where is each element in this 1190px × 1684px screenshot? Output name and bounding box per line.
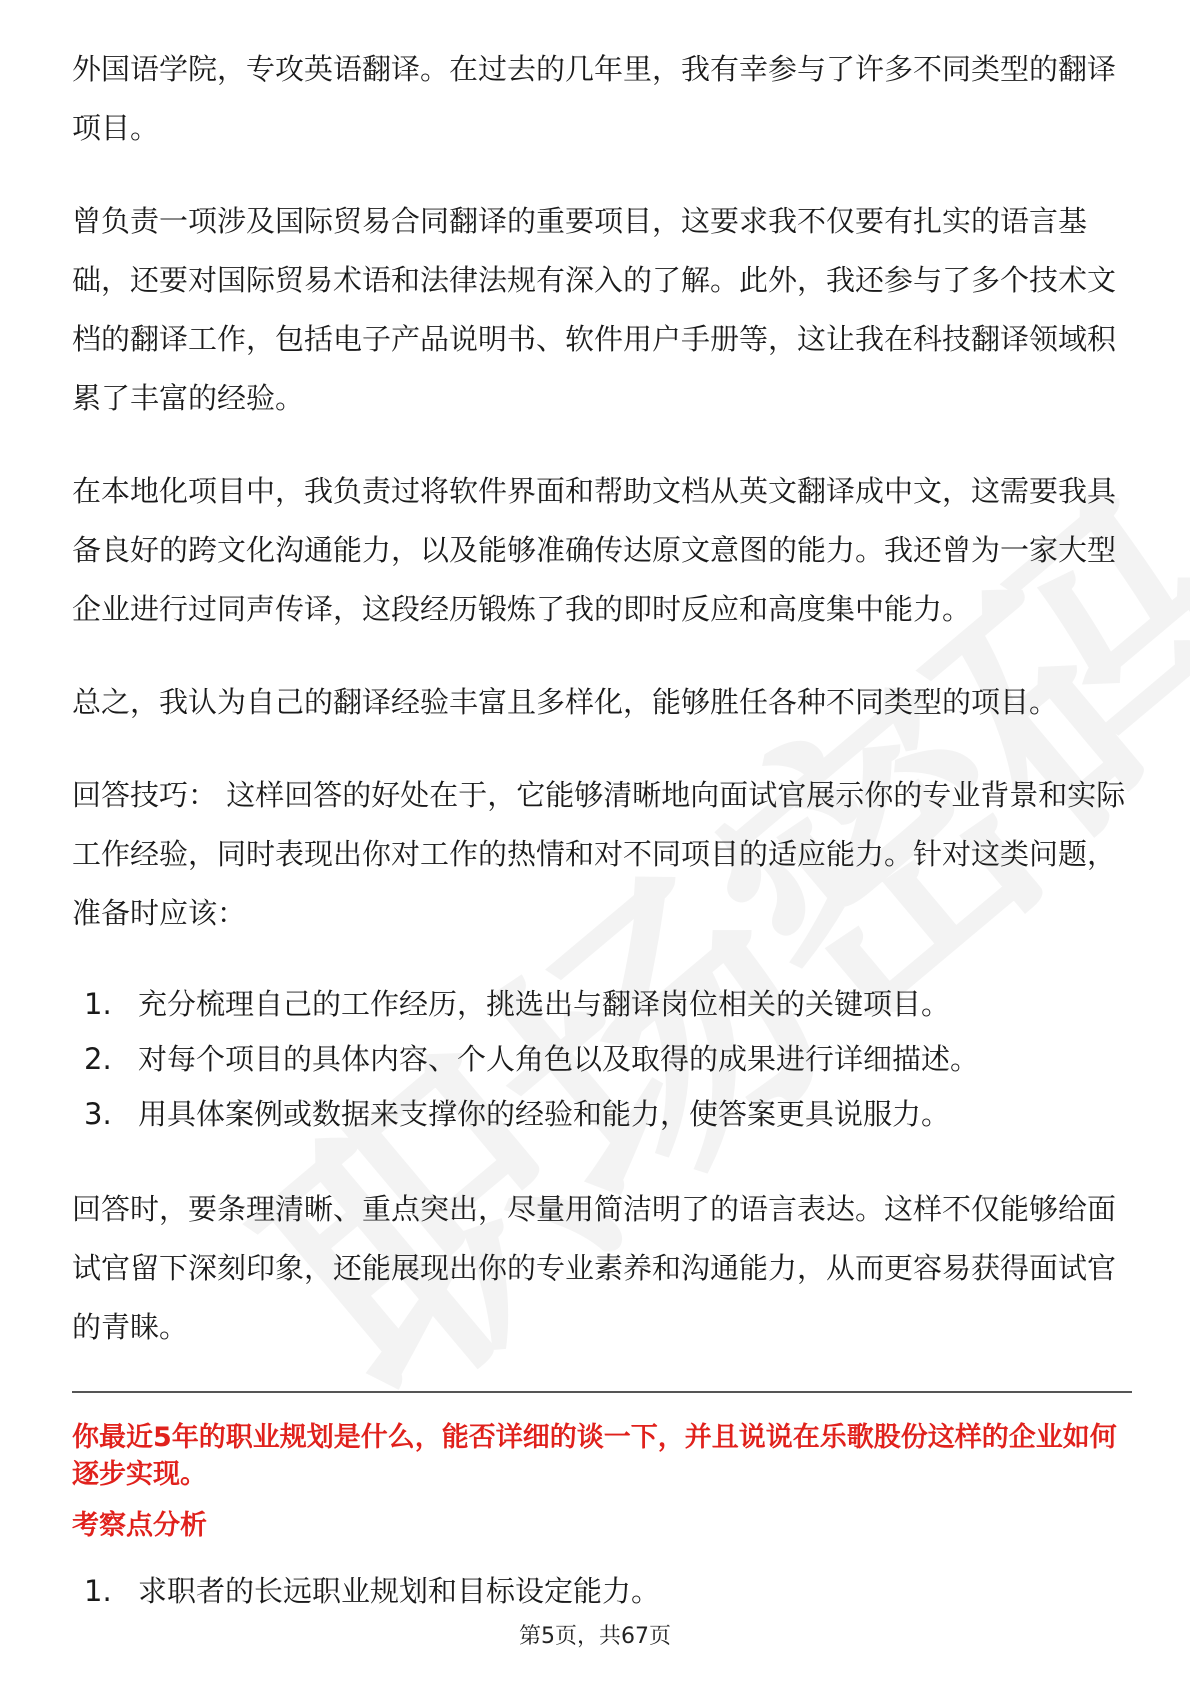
list-item (72, 1032, 1132, 1087)
list-text: 对每个项目的具体内容、个人角色以及取得的成果进行详细描述。 (138, 1042, 980, 1076)
tips-list (72, 977, 1132, 1142)
list-number: 3. (84, 1097, 112, 1131)
list-number: 1. (84, 987, 112, 1021)
closing-paragraph: 回答时，要条理清晰、重点突出，尽量用简洁明了的语言表达。这样不仅能够给面试官留下深刻印象，还能展现出你的专业素养和沟通能力，从而更容易获得面试官的青睐。 (72, 1192, 1117, 1344)
interview-question: 你最近5年的职业规划是什么，能否详细的谈一下，并且说说在乐歌股份这样的企业如何逐步实现。 (72, 1422, 1117, 1490)
list-item (72, 977, 1132, 1032)
paragraph: 总之，我认为自己的翻译经验丰富且多样化，能够胜任各种不同类型的项目。 (72, 685, 1059, 719)
paragraph: 外国语学院，专攻英语翻译。在过去的几年里，我有幸参与了许多不同类型的翻译项目。 (72, 52, 1117, 145)
list-item (72, 1564, 1132, 1619)
document-body (72, 40, 1132, 1657)
analysis-heading: 考察点分析 (72, 1510, 207, 1541)
list-text: 充分梳理自己的工作经历，挑选出与翻译岗位相关的关键项目。 (138, 987, 951, 1021)
section-divider (72, 1391, 1132, 1393)
paragraph: 曾负责一项涉及国际贸易合同翻译的重要项目，这要求我不仅要有扎实的语言基础，还要对国际贸易术语和法律法规有深入的了解。此外，我还参与了多个技术文档的翻译工作，包括电子产品说明书、软件用户手册等，这让我在科技翻译领域积累了丰富的经验。 (72, 204, 1117, 415)
list-number: 1. (84, 1574, 112, 1608)
paragraph: 在本地化项目中，我负责过将软件界面和帮助文档从英文翻译成中文，这需要我具备良好的跨文化沟通能力，以及能够准确传达原文意图的能力。我还曾为一家大型企业进行过同声传译，这段经历锻炼了我的即时反应和高度集中能力。 (72, 474, 1117, 626)
list-text: 用具体案例或数据来支撑你的经验和能力，使答案更具说服力。 (138, 1097, 951, 1131)
list-text: 求职者的长远职业规划和目标设定能力。 (138, 1574, 661, 1608)
list-item (72, 1087, 1132, 1142)
page-footer: 第5页，共67页 (519, 1624, 671, 1649)
answer-tips-paragraph: 回答技巧： 这样回答的好处在于，它能够清晰地向面试官展示你的专业背景和实际工作经验，同时表现出你对工作的热情和对不同项目的适应能力。针对这类问题，准备时应该： (72, 778, 1126, 930)
list-number: 2. (84, 1042, 112, 1076)
analysis-list (72, 1564, 1132, 1619)
